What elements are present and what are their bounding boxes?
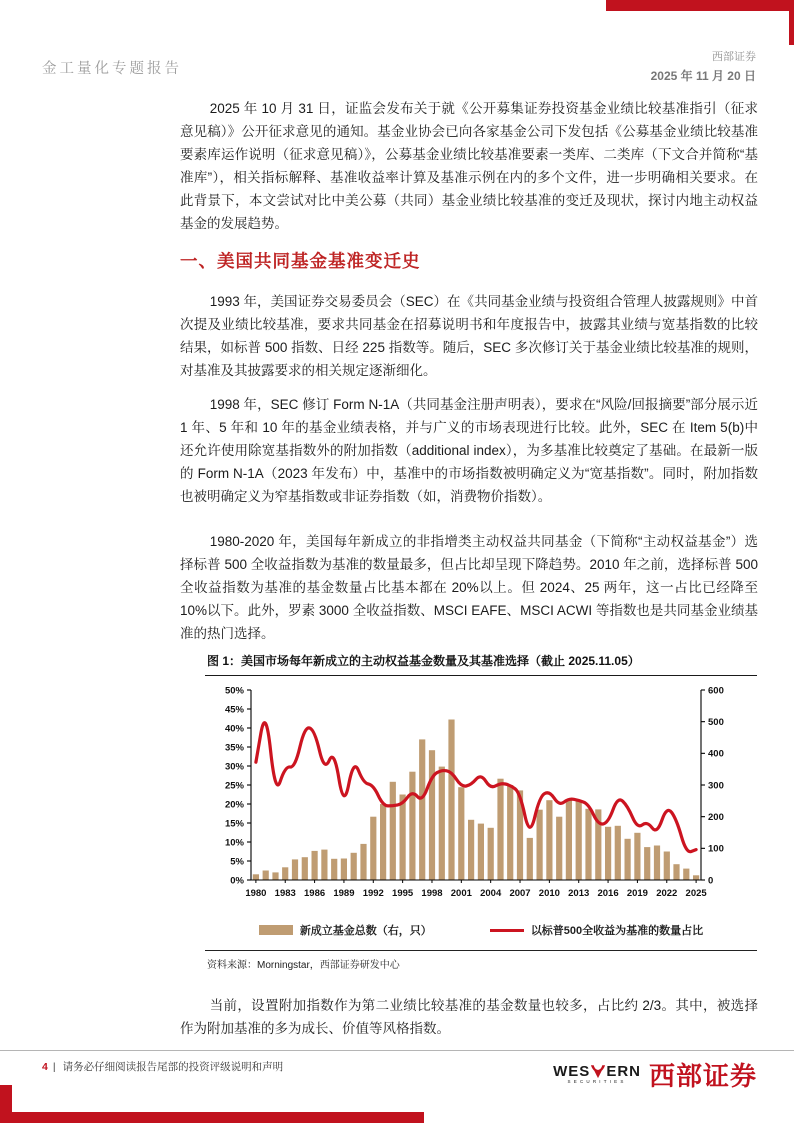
paragraph-additional-index: 当前，设置附加指数作为第二业绩比较基准的基金数量也较多，占比约 2/3。其中，被选择作为附加基准的多为成长、价值等风格指数。	[180, 998, 758, 1036]
bull-icon	[590, 1064, 606, 1079]
logo-western-block	[553, 1064, 641, 1085]
line-swatch-icon	[490, 929, 524, 932]
svg-text:15%: 15%	[224, 818, 244, 830]
logo-securities-text: SECURITIES	[567, 1079, 627, 1085]
svg-text:600: 600	[708, 685, 724, 697]
report-type-label: 金工量化专题报告	[42, 61, 182, 77]
legend-line-label: 以标普500全收益为基准的数量占比	[530, 925, 704, 937]
svg-text:25%: 25%	[224, 780, 244, 792]
svg-text:300: 300	[708, 780, 724, 792]
svg-text:2016: 2016	[597, 888, 619, 899]
paragraph-1980-2020: 1980-2020 年，美国每年新成立的非指增类主动权益共同基金（下简称“主动权益基金”）选择标普 500 全收益指数为基准的数量最多，但占比却呈现下降趋势。2010 年之前，选择标普 500 全收益指数为基准的基金数量占比基本都在 20%以上。但 2024、25 两年，这一占比已经降至 10%以下。此外，罗素 3000 全收益指数、MSCI EAFE、MSCI ACWI 等指数也是共同基金业绩基准的热门选择。	[180, 534, 758, 641]
chart-legend	[205, 920, 757, 940]
svg-text:1995: 1995	[392, 888, 414, 899]
svg-text:500: 500	[708, 716, 724, 728]
svg-text:1992: 1992	[362, 888, 384, 899]
paragraph-1993: 1993 年，美国证券交易委员会（SEC）在《共同基金业绩与投资组合管理人披露规则》中首次提及业绩比较基准，要求共同基金在招募说明书和年度报告中，披露其业绩与宽基指数的比较结果，如标普 500 指数、日经 225 指数等。随后，SEC 多次修订关于基金业绩比较基准的规则，对基准及其披露要求的相关规定逐渐细化。	[180, 294, 758, 378]
svg-text:35%: 35%	[224, 742, 244, 754]
svg-text:40%: 40%	[224, 723, 244, 735]
legend-item-bars	[259, 922, 432, 938]
svg-text:30%: 30%	[224, 761, 244, 773]
svg-text:10%: 10%	[224, 837, 244, 849]
figure-source: 资料来源：Morningstar，西部证券研发中心	[205, 950, 757, 971]
top-right-corner-bar-horizontal	[606, 0, 794, 11]
page-number: 4	[42, 1061, 48, 1073]
figure-1	[205, 650, 757, 971]
svg-text:1998: 1998	[421, 888, 443, 899]
svg-text:50%: 50%	[224, 685, 244, 697]
footer-separator: |	[52, 1061, 56, 1073]
bottom-left-corner-bar-horizontal	[0, 1112, 424, 1123]
svg-text:2025: 2025	[685, 888, 707, 899]
svg-text:2001: 2001	[450, 888, 472, 899]
paragraph-1998: 1998 年，SEC 修订 Form N-1A（共同基金注册声明表），要求在“风险/回报摘要”部分展示近 1 年、5 年和 10 年的基金业绩表格，并与广义的市场表现进行比较。此外，SEC 在 Item 5(b)中还允许使用除宽基指数外的附加指数（additional index），为多基准比较奠定了基础。在最新一版的 Form N-1A（2023 年发布）中，基准中的市场指数被明确定义为“宽基指数”。同时，附加指数也被明确定义为窄基指数或非证券指数（如，消费物价指数）。	[180, 397, 758, 504]
header-date: 2025 年 11 月 20 日	[650, 69, 756, 83]
footer-disclaimer	[42, 1059, 283, 1074]
bar-swatch-icon	[259, 925, 293, 935]
svg-text:2004: 2004	[480, 888, 502, 899]
svg-text:2013: 2013	[568, 888, 590, 899]
footer-divider	[0, 1050, 794, 1051]
top-right-corner-bar-vertical	[789, 0, 794, 45]
svg-text:45%: 45%	[224, 704, 244, 716]
combo-chart	[205, 680, 757, 918]
svg-text:2010: 2010	[538, 888, 560, 899]
legend-bar-label: 新成立基金总数（右，只）	[299, 925, 432, 937]
logo-chinese-name: 西部证券	[648, 1061, 757, 1091]
svg-text:1989: 1989	[333, 888, 355, 899]
header-brand: 西部证券	[712, 51, 756, 63]
svg-text:2022: 2022	[656, 888, 678, 899]
paragraph-intro: 2025 年 10 月 31 日，证监会发布关于就《公开募集证券投资基金业绩比较基准指引（征求意见稿）》公开征求意见的通知。基金业协会已向各家基金公司下发包括《公募基金业绩比较基准要素库运作说明（征求意见稿）》，公募基金业绩比较基准要素一类库、二类库（下文合并简称“基准库”），相关指标解释、基准收益率计算及基准示例在内的多个文件，进一步明确相关要求。在此背景下，本文尝试对比中美公募（共同）基金业绩比较基准的变迁及现状，探讨内地主动权益基金的发展趋势。	[180, 101, 758, 231]
svg-text:100: 100	[708, 843, 724, 855]
western-securities-logo	[553, 1056, 757, 1093]
svg-text:1986: 1986	[304, 888, 326, 899]
logo-wes-text: WES	[553, 1063, 591, 1081]
svg-text:400: 400	[708, 748, 724, 760]
svg-text:0%: 0%	[230, 875, 244, 887]
svg-text:1983: 1983	[274, 888, 296, 899]
svg-text:20%: 20%	[224, 799, 244, 811]
svg-text:5%: 5%	[230, 856, 244, 868]
header-right	[651, 48, 756, 84]
legend-item-line	[490, 922, 703, 938]
svg-text:2007: 2007	[509, 888, 531, 899]
footer-disclaimer-text: 请务必仔细阅读报告尾部的投资评级说明和声明	[62, 1061, 284, 1073]
logo-ern-text: ERN	[606, 1063, 641, 1081]
svg-text:2019: 2019	[626, 888, 648, 899]
section-heading: 一、美国共同基金基准变迁史	[180, 251, 421, 271]
svg-text:0: 0	[708, 875, 714, 887]
svg-text:1980: 1980	[245, 888, 267, 899]
svg-text:200: 200	[708, 811, 724, 823]
figure-title: 图 1：美国市场每年新成立的主动权益基金数量及其基准选择（截止 2025.11.05）	[205, 650, 757, 676]
